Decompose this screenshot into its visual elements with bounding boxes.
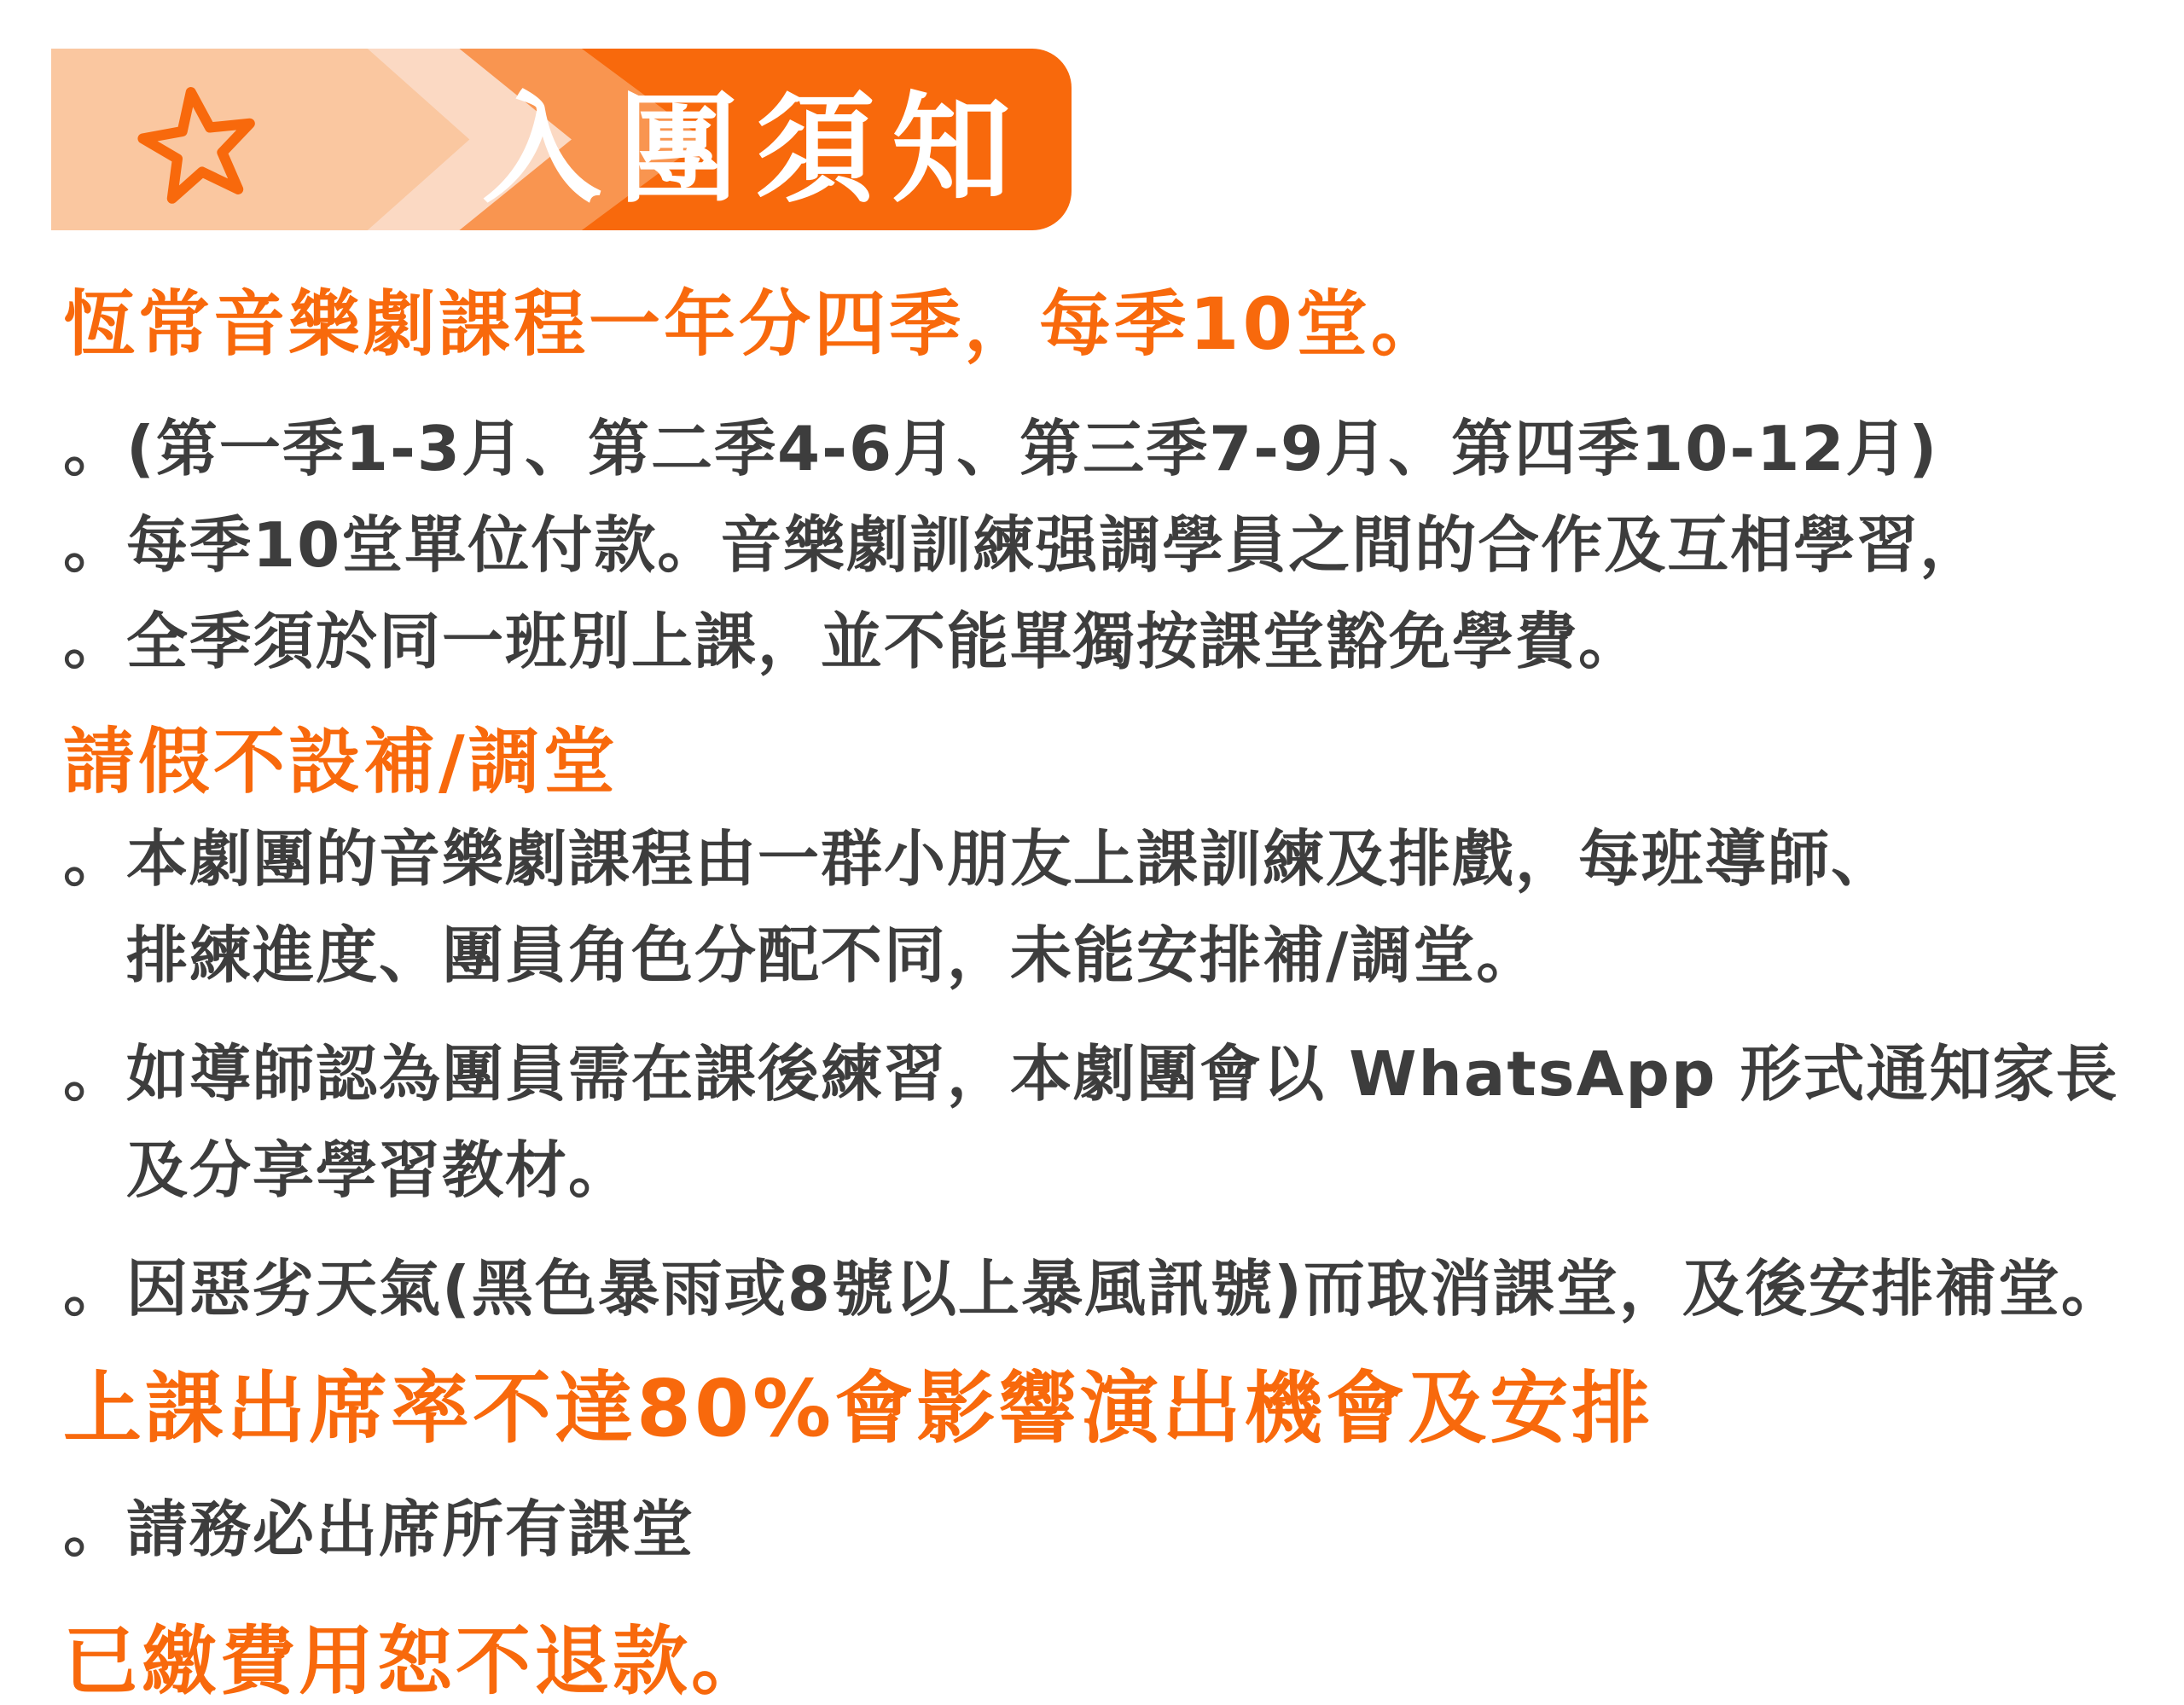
notice-line-text: 及分享學習教材。 xyxy=(126,1134,632,1207)
notice-line xyxy=(63,594,2150,690)
section-heading: 恆常音樂劇課程一年分四季，每季10堂。 xyxy=(63,282,1446,366)
notice-line-text: 請務必出席所有課堂 xyxy=(126,1493,695,1565)
notice-line xyxy=(63,1026,2150,1122)
notice-line xyxy=(63,1122,2150,1219)
bullet-marker: 。 xyxy=(63,509,125,582)
star-icon xyxy=(126,76,270,220)
notice-line xyxy=(63,1241,2150,1337)
page-title: 入團須知 xyxy=(481,80,1028,219)
notice-content xyxy=(51,282,2150,1705)
notice-line xyxy=(63,908,2150,1004)
bullet-marker: 。 xyxy=(63,1038,125,1111)
bullet-marker: 。 xyxy=(63,606,125,678)
bullet-marker: 。 xyxy=(63,823,125,896)
notice-line xyxy=(63,497,2150,594)
section-heading: 請假不設補/調堂 xyxy=(63,720,619,804)
section-attendance xyxy=(63,1363,2150,1575)
notice-line-text: 排練進度、團員角色分配不同，未能安排補/調堂。 xyxy=(126,919,1540,992)
notice-line xyxy=(63,1485,2150,1575)
section-heading: 已繳費用恕不退款。 xyxy=(63,1616,770,1705)
notice-line-text: 全季須於同一班別上課，並不能單獨按課堂豁免學費。 xyxy=(126,606,1642,678)
notice-line-text: 本劇團的音樂劇課程由一群小朋友上課訓練及排戲，每班導師、 xyxy=(126,823,1895,896)
bullet-marker: 。 xyxy=(63,413,125,485)
bullet-marker: 。 xyxy=(63,1253,125,1325)
notice-line-text: 每季10堂單位付款。音樂劇訓練强調學員之間的合作及互相學習， xyxy=(126,509,1984,582)
notice-line-text: 因惡劣天氣(黑色暴雨或8號以上暴風訊號)而取消課堂，及後安排補堂。 xyxy=(126,1253,2124,1325)
section-heading: 上課出席率不達80%會影響演出機會及安排 xyxy=(63,1363,1654,1455)
section-no-makeup-class xyxy=(63,720,2150,1337)
notice-line-text: 如導師認為團員需在課後練習，本劇團會以 WhatsApp 形式通知家長 xyxy=(126,1038,2119,1111)
notice-line xyxy=(63,401,2150,497)
notice-line xyxy=(63,811,2150,908)
notice-line-text: (第一季1-3月、第二季4-6月、第三季7-9月、第四季10-12月) xyxy=(126,413,1939,485)
section-course-structure xyxy=(63,282,2150,690)
bullet-marker: 。 xyxy=(63,1493,125,1565)
title-banner xyxy=(51,49,1072,230)
section-no-refund xyxy=(63,1616,2150,1705)
